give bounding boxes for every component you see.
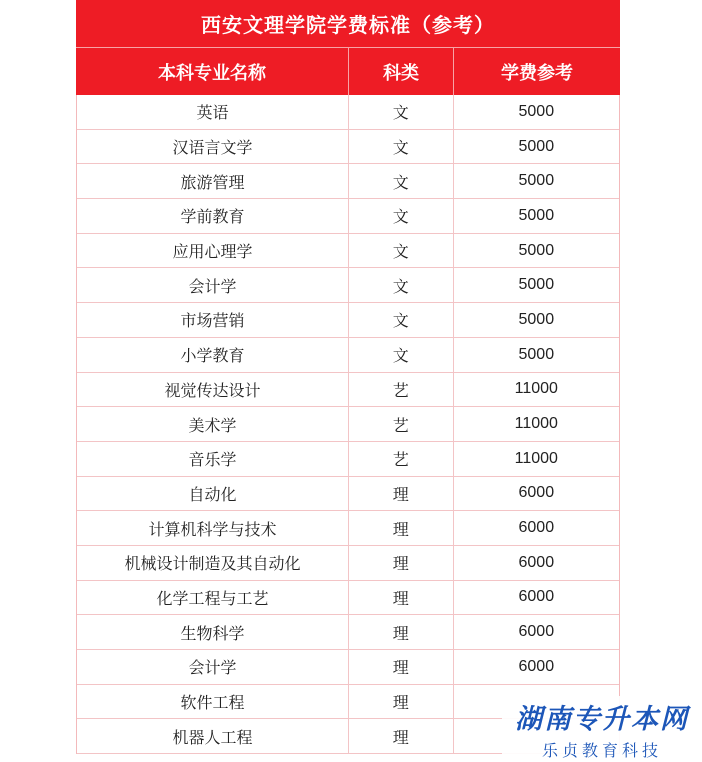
cell-major: 英语 [77, 95, 349, 129]
cell-category: 理 [349, 615, 454, 649]
cell-major: 旅游管理 [77, 164, 349, 198]
cell-major: 美术学 [77, 407, 349, 441]
table-body [76, 95, 620, 754]
table-row [77, 407, 619, 442]
table-row [77, 234, 619, 269]
table-row [77, 615, 619, 650]
table-row [77, 477, 619, 512]
cell-category: 文 [349, 268, 454, 302]
table-row [77, 511, 619, 546]
cell-category: 理 [349, 511, 454, 545]
cell-category: 艺 [349, 407, 454, 441]
table-row [77, 268, 619, 303]
cell-category: 文 [349, 95, 454, 129]
header-category: 科类 [349, 48, 454, 95]
table-row [77, 546, 619, 581]
table-header-row [76, 47, 620, 95]
cell-major: 自动化 [77, 477, 349, 511]
cell-category: 艺 [349, 373, 454, 407]
cell-category: 理 [349, 477, 454, 511]
cell-category: 文 [349, 303, 454, 337]
cell-fee: 5000 [518, 102, 555, 120]
cell-category: 文 [349, 234, 454, 268]
watermark-title: 湖南专升本网 [515, 704, 689, 735]
table-row [77, 199, 619, 234]
table-row [77, 164, 619, 199]
cell-fee: 6000 [518, 623, 555, 641]
fee-table [76, 0, 620, 754]
table-row [77, 373, 619, 408]
cell-fee: 5000 [518, 206, 555, 224]
table-row [77, 303, 619, 338]
cell-major: 会计学 [77, 268, 349, 302]
cell-major: 市场营销 [77, 303, 349, 337]
cell-major: 小学教育 [77, 338, 349, 372]
cell-category: 理 [349, 581, 454, 615]
cell-major: 视觉传达设计 [77, 373, 349, 407]
cell-fee: 6000 [518, 553, 555, 571]
cell-major: 学前教育 [77, 199, 349, 233]
cell-major: 计算机科学与技术 [77, 511, 349, 545]
cell-fee: 5000 [518, 137, 555, 155]
cell-category: 理 [349, 650, 454, 684]
cell-fee: 6000 [518, 657, 555, 675]
cell-fee: 5000 [518, 276, 555, 294]
site-watermark [502, 696, 702, 762]
header-major: 本科专业名称 [76, 48, 349, 95]
table-row [77, 581, 619, 616]
cell-fee: 5000 [518, 172, 555, 190]
cell-major: 音乐学 [77, 442, 349, 476]
table-row [77, 650, 619, 685]
cell-fee: 5000 [518, 345, 555, 363]
cell-fee: 11000 [514, 449, 558, 467]
table-row [77, 442, 619, 477]
cell-fee: 6000 [518, 519, 555, 537]
cell-category: 艺 [349, 442, 454, 476]
cell-fee: 11000 [514, 415, 558, 433]
cell-fee: 6000 [518, 484, 555, 502]
cell-major: 机械设计制造及其自动化 [77, 546, 349, 580]
header-fee: 学费参考 [501, 62, 573, 84]
cell-major: 机器人工程 [77, 719, 349, 753]
cell-category: 文 [349, 199, 454, 233]
cell-category: 理 [349, 685, 454, 719]
table-title: 西安文理学院学费标准（参考） [76, 0, 620, 47]
table-row [77, 130, 619, 165]
cell-fee: 5000 [518, 310, 555, 328]
cell-category: 理 [349, 719, 454, 753]
cell-category: 文 [349, 130, 454, 164]
cell-category: 理 [349, 546, 454, 580]
cell-fee: 5000 [518, 241, 555, 259]
table-row [77, 95, 619, 130]
cell-fee: 6000 [518, 588, 555, 606]
cell-major: 汉语言文学 [77, 130, 349, 164]
cell-major: 应用心理学 [77, 234, 349, 268]
cell-fee: 11000 [514, 380, 558, 398]
table-row [77, 338, 619, 373]
cell-category: 文 [349, 164, 454, 198]
cell-major: 软件工程 [77, 685, 349, 719]
cell-major: 会计学 [77, 650, 349, 684]
cell-major: 化学工程与工艺 [77, 581, 349, 615]
watermark-subtitle: 乐贞教育科技 [541, 741, 662, 760]
cell-major: 生物科学 [77, 615, 349, 649]
cell-category: 文 [349, 338, 454, 372]
